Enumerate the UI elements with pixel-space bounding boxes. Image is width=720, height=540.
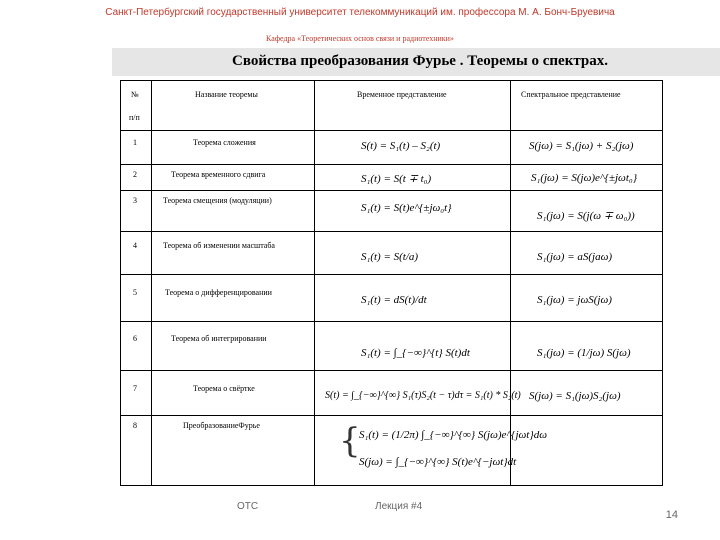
spectrum-formula: S₁(jω) = jωS(jω) — [537, 294, 612, 306]
row-name: Теорема об изменении масштаба — [163, 241, 275, 250]
row-num: 8 — [133, 421, 137, 430]
row-divider — [121, 370, 662, 371]
row-divider — [121, 231, 662, 232]
slide-title: Свойства преобразования Фурье . Теоремы о спектрах. — [232, 53, 608, 69]
time-formula: S₁(t) = ∫_{−∞}^{t} S(t)dt — [361, 347, 470, 359]
row-divider — [121, 164, 662, 165]
department-header: Кафедра «Теоретических основ связи и радиотехники» — [266, 34, 454, 43]
row-name: ПреобразованиеФурье — [183, 421, 260, 430]
row-divider — [121, 321, 662, 322]
row-divider — [121, 190, 662, 191]
row-num: 1 — [133, 138, 137, 147]
header-spectrum: Спектральное представление — [521, 90, 621, 99]
header-time: Временное представление — [357, 90, 447, 99]
column-divider — [151, 81, 152, 485]
row-divider — [121, 274, 662, 275]
row-num: 5 — [133, 288, 137, 297]
footer-lecture: Лекция #4 — [375, 501, 423, 512]
row-name: Теорема о дифференцировании — [165, 288, 272, 297]
time-formula: S₁(t) = S(t ∓ t₀) — [361, 173, 432, 185]
row-name: Теорема смещения (модуляции) — [163, 196, 272, 205]
row-num: 7 — [133, 384, 137, 393]
row-num: 6 — [133, 334, 137, 343]
spectrum-formula: S₁(jω) = aS(jaω) — [537, 251, 613, 263]
row-divider — [121, 415, 662, 416]
row-name: Теорема сложения — [193, 138, 256, 147]
fourier-formula: S(jω) = ∫_{−∞}^{∞} S(t)e^{−jωt}dt — [359, 456, 517, 468]
row-name: Теорема о свёртке — [193, 384, 255, 393]
inverse-fourier-formula: S₁(t) = (1/2π) ∫_{−∞}^{∞} S(jω)e^{jωt}dω — [359, 429, 547, 441]
time-formula: S(t) = ∫_{−∞}^{∞} S₁(τ)S₂(t − τ)dτ = S₁(t) * S₂(t) — [325, 390, 521, 401]
spectrum-formula: S₁(jω) = S(j(ω ∓ ω₀)) — [537, 210, 635, 222]
time-formula: S₁(t) = S(t)e^{±jω₀t} — [361, 202, 452, 214]
column-divider — [314, 81, 315, 485]
row-num: 2 — [133, 170, 137, 179]
time-formula: S(t) = S₁(t) – S₂(t) — [361, 140, 441, 152]
spectrum-formula: S₁(jω) = (1/jω) S(jω) — [537, 347, 631, 359]
time-formula: S₁(t) = dS(t)/dt — [361, 294, 427, 306]
header-num-sub: п/п — [129, 113, 140, 122]
spectrum-formula: S(jω) = S₁(jω) + S₂(jω) — [529, 140, 634, 152]
row-divider — [121, 130, 662, 131]
row-num: 3 — [133, 196, 137, 205]
header-name: Название теоремы — [195, 90, 258, 99]
theorems-table — [120, 80, 663, 486]
page-number: 14 — [665, 509, 678, 521]
header-num: № — [131, 90, 139, 99]
university-header: Санкт-Петербургский государственный университет телекоммуникаций им. профессора М. А. Бонч-Бруевича — [105, 7, 615, 18]
spectrum-formula: S₁(jω) = S(jω)e^{±jωt₀} — [531, 172, 638, 184]
row-name: Теорема об интегрировании — [171, 334, 267, 343]
spectrum-formula: S(jω) = S₁(jω)S₂(jω) — [529, 390, 621, 402]
column-divider — [510, 81, 511, 485]
brace-icon: { — [339, 421, 361, 461]
row-name: Теорема временного сдвига — [171, 170, 266, 179]
row-num: 4 — [133, 241, 137, 250]
time-formula: S₁(t) = S(t/a) — [361, 251, 419, 263]
footer-course: ОТС — [237, 501, 259, 512]
